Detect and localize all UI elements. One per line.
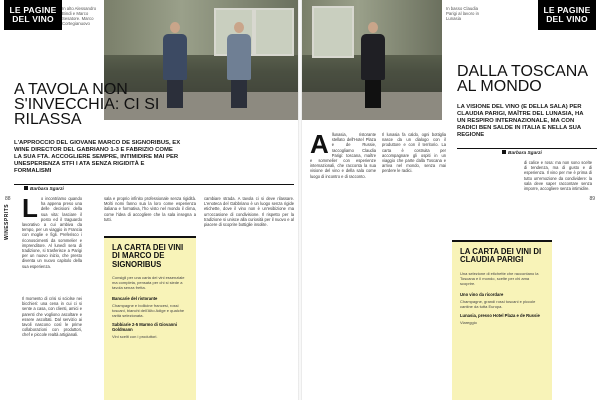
photo-window [312, 6, 354, 58]
box-intro: Consigli per una carta dei vini essenziale ma completa, pensata per chi si siede a tavola senza fretta. [112, 275, 185, 291]
body-column [310, 129, 376, 179]
byline-author: Barbara Sgarzi [30, 187, 64, 192]
body-column: sala e proprio infinito professionale senza rigidità. Molti nomi fanno sua la loro come esperienza italiana e formativa, l'ho visto nel mondo il clima, come l'idea di accogliere che la sala insegna a tutti. [104, 196, 196, 222]
byline-square-icon [502, 150, 506, 154]
drop-cap: A [310, 129, 329, 159]
section-tag: LE PAGINE DEL VINO [4, 0, 62, 30]
section-tag: LE PAGINE DEL VINO [538, 0, 596, 30]
drop-cap: L [22, 193, 38, 223]
divider [14, 184, 294, 185]
spine-label: WINESPRITS [4, 203, 10, 240]
box-subheading: Uno vino da ricordare [460, 291, 504, 297]
box-subheading: Sabbiarie 2-5 Marmo di Giovanni Goldmann [112, 322, 177, 333]
box-subheading: Lunasia, presso Hotel Plaza e de Russie [460, 312, 540, 318]
box-subheading: Bancarie del ristorante [112, 296, 158, 302]
wine-list-box [104, 236, 196, 400]
byline-square-icon [24, 186, 28, 190]
box-text: Vini scelti con i produttori. [112, 334, 158, 340]
photo-credit: In alto Alessandro Bindi e Marco Sesatore. Marco Cortegianuovo [62, 6, 97, 26]
byline [24, 186, 64, 192]
left-page [0, 0, 298, 400]
body-text: llunasia, ristorante stellato dell'Hotel Plaza e de Russie, raccogliamo Claudia Parigi: toscana, maître e sommelier con esperienze internazionali, che racconta la sua visione del vino e della sala come luogo di incontro e di racconto. [310, 132, 376, 179]
body-column: Il lunasia fa caldo, ogni bottiglia nasce da un dialogo con il produttore e con il territorio. La carta è costruita per accompagnare gli ospiti in un viaggio che parte dalla Toscana e arriva nel mondo, senza mai perdere le radici. [382, 132, 446, 174]
byline [502, 150, 542, 156]
wine-list-box [452, 240, 552, 400]
photo-window [254, 8, 294, 56]
box-text: Champagne, grandi rossi toscani e piccole cantine da tutta Europa. [460, 298, 536, 309]
hero-photo [302, 0, 442, 120]
photo-credit: In basso Claudia Parigi al lavoro in Lunasia [446, 6, 479, 21]
page-number: 89 [589, 196, 595, 202]
box-text: Viareggio [460, 319, 477, 325]
article-standfirst: LA VISIONE DEL VINO (E DELLA SALA) PER CLAUDIA PARIGI, MAÎTRE DEL LUNASIA, HA UN RESPIRO INTERNAZIONALE, MA CON RADICI BEN SALDE IN ITALIA E NELLA SUA REGIONE [457, 104, 584, 138]
divider [457, 148, 597, 149]
page-number: 88 [5, 196, 11, 202]
box-text: Champagne e bollicine francesi, rossi toscani, bianchi dell'Alto Adige e qualche rarità selezionata. [112, 303, 185, 319]
body-column: di calice e rosa: ma non sono scelte di tendenza, ma di gusto e di esperienza. Il vino per me è prima di tutto un'emozione da condividere: la sala deve saper raccontare senza imporre, accogliere senza intimidire. [524, 160, 592, 192]
byline-author: Barbara Sgarzi [508, 151, 542, 156]
body-column: Il momento di crisi si sciolse nei bicchieri: una cena in cui ci si sente a casa, con clienti, amici e parenti che vogliono ascoltare e essere ascoltati. Dal servizio ai tavoli nascono così le prime collaborazioni con produttori, chef e piccole realtà artigianali. [22, 296, 82, 338]
body-text: o incontriamo quando ha appena preso una delle decisioni della sua vita: lasciare il posto ed il traguardo lavorativo a cui ambiva da tempo, per un viaggio in Francia con moglie e figli. Preferisco i riconoscimenti da sommelier e imprenditore. Al lunedì sera di tradizione, si trasferisce a Parigi per un nuovo inizio, che presto diventa un nuovo capitolo della sua esperienza. [22, 196, 82, 269]
photo-person [360, 22, 386, 108]
box-title: LA CARTA DEI VINI DI CLAUDIA PARIGI [460, 247, 542, 265]
article-headline: DALLA TOSCANA AL MONDO [457, 63, 588, 95]
box-title: LA CARTA DEI VINI DI MARCO DE SIGNORIBUS [112, 243, 184, 269]
article-headline: A TAVOLA NON S'INVECCHIA: CI SI RILASSA [14, 81, 160, 128]
body-column [22, 193, 82, 269]
box-intro: Una selezione di etichette che raccontano la Toscana e il mondo, scelte per chi ama scoprire. [460, 270, 539, 286]
article-standfirst: L'APPROCCIO DEL GIOVANE MARCO DE SIGNORIBUS, EX WINE DIRECTOR DEL GABRIANO 1-3 E FABRIZIO COME LA SUA FTA. ACCOGLIERE SEMPRE, INTIMIDIRE MAI PER UNESPERIENZA STFI I ATA SENZA RIGIDITÀ E FORMALISMI [14, 140, 181, 174]
photo-person [226, 22, 252, 108]
body-column: cambiare strada. A tavola ci si deve rilassare. L'enoteca del Gabbriano è un luogo senza rigide etichette, dove il vino non è un'esibizione ma un'occasione di condivisione. Il rispetto per la tradizione si unisce alla curiosità per il nuovo e al piacere di scoprire bottiglie insolite. [204, 196, 294, 228]
right-page [302, 0, 600, 400]
